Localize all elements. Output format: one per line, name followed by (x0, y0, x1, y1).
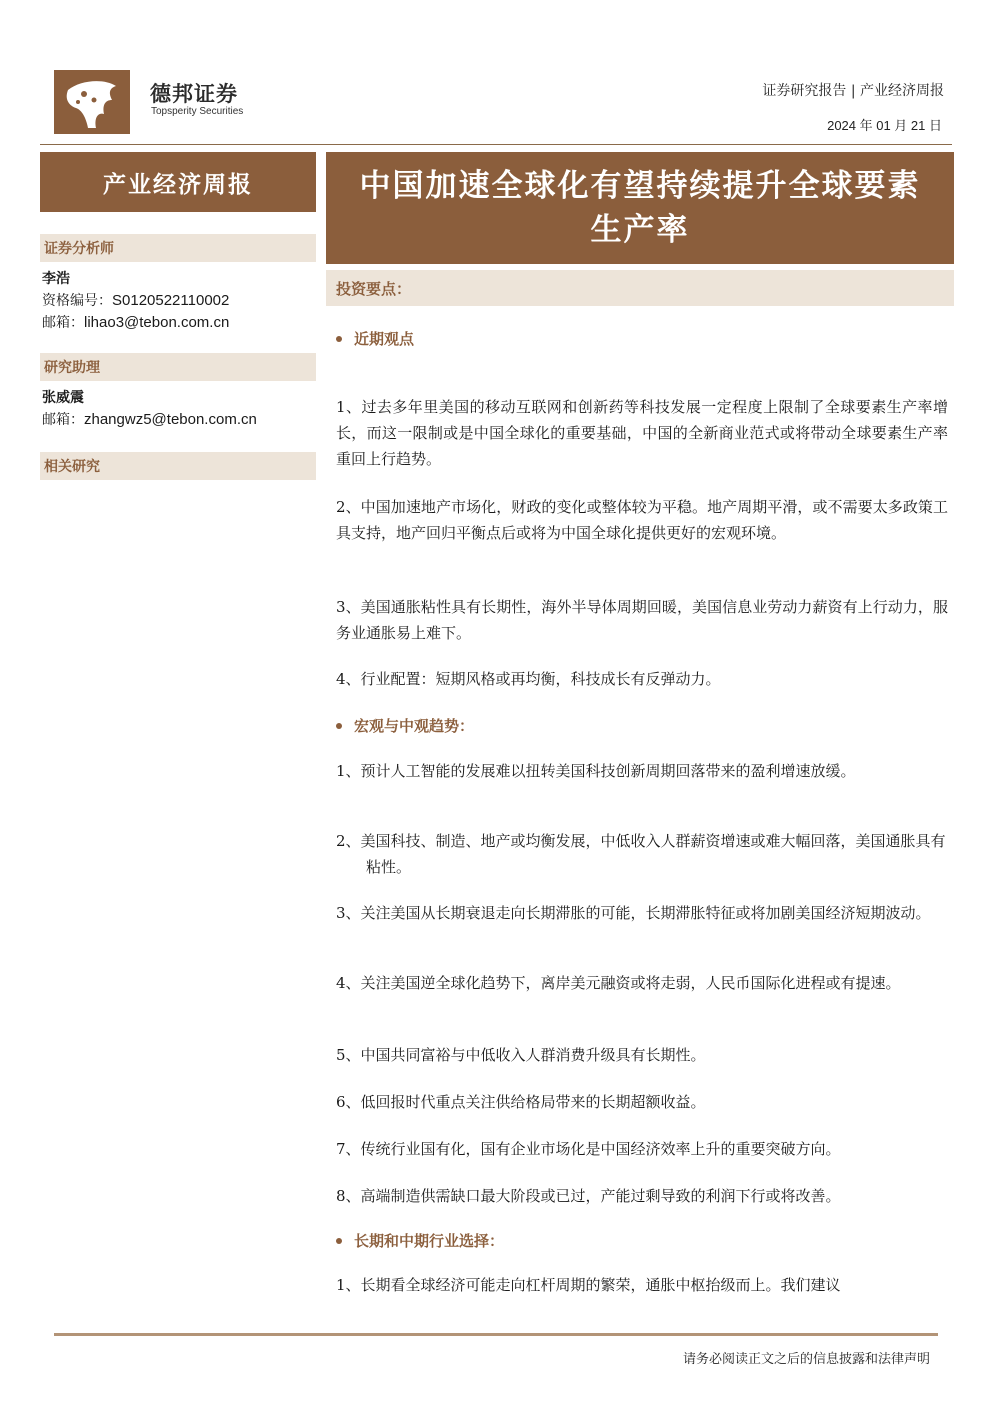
report-type: 证券研究报告 | 产业经济周报 (762, 83, 944, 99)
analyst-email-label: 邮箱： (42, 315, 84, 331)
report-date: 2024 年 01 月 21 日 (827, 118, 942, 133)
analyst-email-link[interactable]: lihao3@tebon.com.cn (84, 314, 230, 331)
paragraph: 3、美国通胀粘性具有长期性，海外半导体周期回暖，美国信息业劳动力薪资有上行动力，服务业通胀易上难下。 (336, 598, 948, 642)
paragraph: 2、中国加速地产市场化，财政的变化或整体较为平稳。地产周期平滑，或不需要太多政策工具支持，地产回归平衡点后或将为中国全球化提供更好的宏观环境。 (336, 498, 948, 542)
bullet-icon (336, 336, 342, 342)
paragraph: 1、过去多年里美国的移动互联网和创新药等科技发展一定程度上限制了全球要素生产率增长，而这一限制或是中国全球化的重要基础，中国的全新商业范式或将带动全球要素生产率重回上行趋势。 (336, 398, 948, 468)
section-heading-text: 近期观点 (354, 330, 415, 348)
footer-divider (54, 1333, 938, 1336)
analyst-email (42, 312, 229, 332)
report-title: 中国加速全球化有望持续提升全球要素生产率 (326, 152, 954, 264)
key-points-heading: 投资要点： (326, 270, 954, 306)
section-heading-text: 长期和中期行业选择： (354, 1232, 505, 1250)
section-industry-selection (336, 1230, 504, 1251)
list-item: 1、预计人工智能的发展难以扭转美国科技创新周期回落带来的盈利增速放缓。 (336, 762, 856, 780)
list-item: 6、低回报时代重点关注供给格局带来的长期超额收益。 (336, 1093, 706, 1111)
analyst-heading: 证券分析师 (40, 234, 316, 262)
list-item: 5、中国共同富裕与中低收入人群消费升级具有长期性。 (336, 1046, 706, 1064)
list-item: 3、关注美国从长期衰退走向长期滞胀的可能，长期滞胀特征或将加剧美国经济短期波动。 (336, 904, 931, 922)
list-item: 2、美国科技、制造、地产或均衡发展，中低收入人群薪资增速或难大幅回落，美国通胀具有粘性。 (336, 832, 946, 876)
report-category-banner: 产业经济周报 (40, 152, 316, 212)
legal-disclaimer: 请务必阅读正文之后的信息披露和法律声明 (682, 1352, 930, 1367)
assistant-email-link[interactable]: zhangwz5@tebon.com.cn (84, 411, 257, 428)
assistant-heading: 研究助理 (40, 353, 316, 381)
section-macro-trends (336, 715, 474, 736)
company-logo-icon (54, 70, 130, 134)
paragraph: 4、行业配置：短期风格或再均衡，科技成长有反弹动力。 (336, 670, 721, 688)
section-recent-views (336, 328, 414, 349)
analyst-cert-label: 资格编号： (42, 293, 112, 309)
bullet-icon (336, 723, 342, 729)
analyst-cert (42, 290, 229, 310)
assistant-email (42, 409, 257, 429)
brand-name-en: Topsperity Securities (151, 106, 244, 117)
brand-name-cn: 德邦证券 (150, 82, 238, 106)
analyst-name: 李浩 (42, 271, 70, 287)
list-item: 4、关注美国逆全球化趋势下，离岸美元融资或将走弱，人民币国际化进程或有提速。 (336, 974, 901, 992)
bullet-icon (336, 1238, 342, 1244)
assistant-name: 张威震 (42, 390, 84, 406)
list-item: 8、高端制造供需缺口最大阶段或已过，产能过剩导致的利润下行或将改善。 (336, 1187, 841, 1205)
assistant-email-label: 邮箱： (42, 412, 84, 428)
section-heading-text: 宏观与中观趋势： (354, 717, 475, 735)
related-research-heading: 相关研究 (40, 452, 316, 480)
header-divider (40, 144, 952, 145)
list-item: 1、长期看全球经济可能走向杠杆周期的繁荣，通胀中枢抬级而上。我们建议 (336, 1276, 841, 1294)
list-item: 7、传统行业国有化，国有企业市场化是中国经济效率上升的重要突破方向。 (336, 1140, 841, 1158)
analyst-cert-value: S0120522110002 (112, 292, 230, 309)
